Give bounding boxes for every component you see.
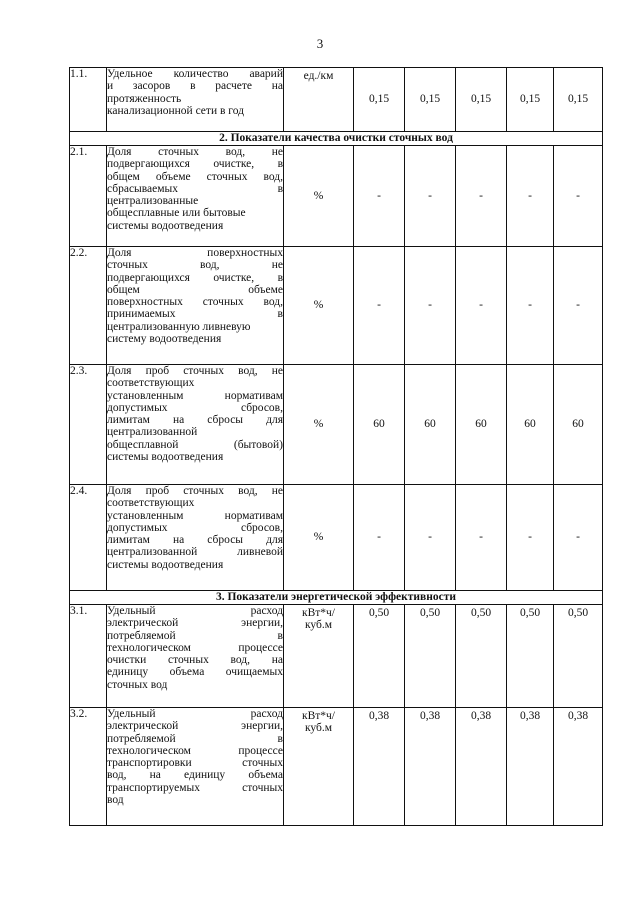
description-line: системы водоотведения [107, 219, 224, 232]
description-line: канализационной сети в год [107, 104, 244, 117]
indicators-table [69, 67, 603, 826]
description-line: поверхностных сточных вод, [107, 296, 283, 309]
indicator-description [107, 365, 284, 485]
description-line: очистки сточных вод, на [107, 654, 283, 667]
row-number: 2.2. [70, 247, 107, 365]
description-line: единицу объема очищаемых [107, 666, 283, 679]
unit-cell: % [284, 485, 354, 591]
value-cell: - [456, 146, 507, 247]
value-cell: 0,38 [456, 708, 507, 826]
description-line: систему водоотведения [107, 333, 222, 346]
section-title: 2. Показатели качества очистки сточных вод [219, 132, 453, 145]
unit-cell: ед./км [284, 68, 354, 132]
row-number: 2.4. [70, 485, 107, 591]
table-row [70, 68, 603, 132]
value-cell: 0,15 [507, 68, 554, 132]
description-line: лимитам на сбросы для [107, 534, 283, 547]
description-line: транспортировки сточных [107, 757, 283, 770]
unit-cell: % [284, 365, 354, 485]
table-row [70, 365, 603, 485]
value-cell: 0,50 [354, 605, 405, 708]
description-line: общем объеме [107, 283, 283, 296]
description-line: подвергающихся очистке, в [107, 271, 283, 284]
value-cell: 0,15 [456, 68, 507, 132]
description-line: установленным нормативам [107, 389, 283, 402]
unit-line: кВт*ч/ [301, 710, 335, 722]
description-line: централизованной ливневой [107, 546, 283, 559]
value-cell: - [554, 485, 603, 591]
table-row [70, 146, 603, 247]
description-line: общесплавной (бытовой) [107, 438, 283, 451]
description-line: Доля поверхностных [107, 247, 283, 259]
unit-cell [284, 708, 354, 826]
description-line: Удельное количество аварий [107, 68, 283, 80]
row-number: 2.1. [70, 146, 107, 247]
value-cell: - [456, 247, 507, 365]
description-line: Доля проб сточных вод, не [107, 365, 283, 377]
description-line: вод [107, 794, 124, 807]
description-line: централизованные [107, 195, 199, 208]
section-header [70, 591, 603, 605]
value-cell: - [554, 247, 603, 365]
table-row [70, 708, 603, 826]
description-line: технологическом процессе [107, 641, 283, 654]
description-line: сбрасываемых в [107, 182, 283, 195]
description-line: соответствующих [107, 497, 195, 510]
value-cell: 0,38 [354, 708, 405, 826]
value-cell: 60 [456, 365, 507, 485]
description-line: принимаемых в [107, 308, 283, 321]
value-cell: - [405, 247, 456, 365]
description-line: установленным нормативам [107, 509, 283, 522]
value-cell: 0,38 [507, 708, 554, 826]
description-line: электрической энергии, [107, 617, 283, 630]
description-line: централизованную ливневую [107, 320, 251, 333]
description-line: Удельный расход [107, 708, 283, 720]
value-cell: 0,15 [554, 68, 603, 132]
row-number: 3.2. [70, 708, 107, 826]
description-line: Доля проб сточных вод, не [107, 485, 283, 497]
value-cell: 60 [354, 365, 405, 485]
value-cell: - [405, 485, 456, 591]
description-line: подвергающихся очистке, в [107, 158, 283, 171]
description-line: допустимых сбросов, [107, 521, 283, 534]
value-cell: 0,50 [507, 605, 554, 708]
value-cell: - [354, 485, 405, 591]
value-cell: - [554, 146, 603, 247]
section-title: 3. Показатели энергетической эффективности [215, 591, 457, 604]
row-number: 1.1. [70, 68, 107, 132]
indicator-description [107, 68, 284, 132]
indicator-description [107, 708, 284, 826]
description-line: сточных вод, не [107, 259, 283, 272]
value-cell: - [507, 485, 554, 591]
section-header [70, 132, 603, 146]
unit-cell: % [284, 247, 354, 365]
unit-line: куб.м [304, 619, 333, 632]
description-line: соответствующих [107, 377, 195, 390]
row-number: 3.1. [70, 605, 107, 708]
value-cell: 0,15 [354, 68, 405, 132]
value-cell: - [354, 247, 405, 365]
value-cell: 0,50 [554, 605, 603, 708]
description-line: технологическом процессе [107, 744, 283, 757]
value-cell: 0,38 [405, 708, 456, 826]
description-line: Доля сточных вод, не [107, 146, 283, 158]
description-line: потребляемой в [107, 629, 283, 642]
value-cell: - [354, 146, 405, 247]
description-line: вод, на единицу объема [107, 769, 283, 782]
value-cell: - [507, 146, 554, 247]
indicator-description [107, 247, 284, 365]
description-line: централизованной [107, 426, 198, 439]
unit-line: кВт*ч/ [301, 607, 335, 619]
description-line: общесплавные или бытовые [107, 207, 246, 220]
value-cell: - [507, 247, 554, 365]
description-line: потребляемой в [107, 732, 283, 745]
value-cell: 0,15 [405, 68, 456, 132]
description-line: лимитам на сбросы для [107, 414, 283, 427]
description-line: электрической энергии, [107, 720, 283, 733]
table-row [70, 247, 603, 365]
unit-cell [284, 605, 354, 708]
unit-cell: % [284, 146, 354, 247]
description-line: сточных вод [107, 678, 168, 691]
unit-line: куб.м [304, 722, 333, 735]
value-cell: 60 [554, 365, 603, 485]
page-number: 3 [316, 36, 324, 51]
description-line: и засоров в расчете на [107, 80, 283, 93]
indicator-description [107, 485, 284, 591]
indicator-description [107, 146, 284, 247]
value-cell: 0,38 [554, 708, 603, 826]
description-line: допустимых сбросов, [107, 401, 283, 414]
description-line: Удельный расход [107, 605, 283, 617]
row-number: 2.3. [70, 365, 107, 485]
description-line: общем объеме сточных вод, [107, 170, 283, 183]
value-cell: 60 [507, 365, 554, 485]
description-line: системы водоотведения [107, 451, 224, 464]
description-line: системы водоотведения [107, 558, 224, 571]
value-cell: 0,50 [456, 605, 507, 708]
indicator-description [107, 605, 284, 708]
value-cell: - [456, 485, 507, 591]
value-cell: 60 [405, 365, 456, 485]
value-cell: - [405, 146, 456, 247]
value-cell: 0,50 [405, 605, 456, 708]
description-line: протяженность [107, 92, 182, 105]
table-row [70, 485, 603, 591]
table-row [70, 605, 603, 708]
description-line: транспортируемых сточных [107, 781, 283, 794]
